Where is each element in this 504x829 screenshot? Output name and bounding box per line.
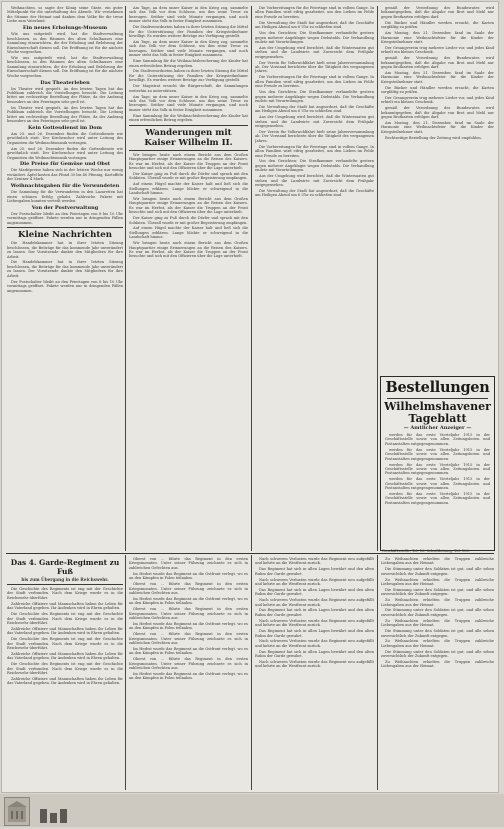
article-text: Die Stadtverordneten haben in ihrer letzten Sitzung die Mittel für die Unterstützung der Familien der Kriegsteilnehmer bewilligt. Es wurden weitere Beträge zur Verfügung gestellt.	[129, 69, 248, 83]
left-column	[7, 6, 123, 551]
article-text: Aus der Umgebung wird berichtet, daß die Wintersaaten gut stehen und die Landwirte mit Zuversicht dem Frühjahr entgegensehen.	[255, 45, 374, 59]
article-text: Der Kaiser ging zu Fuß durch die Dörfer und sprach mit den Soldaten. Überall wurde er mit großer Begeisterung empfangen.	[129, 216, 248, 225]
advert-body: werden für das erste Vierteljahr 1915 in der Geschäftsstelle sowie von allen Zeitungsboten und Postanstalten entgegengenommen.	[385, 433, 490, 446]
article-text: Wir bringen heute nach einem Bericht aus dem Großen Hauptquartier einige Erinnerungen an die Reisen des Kaisers. Es war im Herbst, als der Kaiser die Truppen an der Front besuchte und sich mit den Offizieren über die Lage unterhielt.	[129, 196, 248, 215]
advert-body: werden für das erste Vierteljahr 1915 in der Geschäftsstelle sowie von allen Zeitungsboten und Postanstalten entgegengenommen.	[385, 447, 490, 461]
section-divider	[6, 553, 494, 554]
article-text: Zahlreiche Offiziere und Mannschaften haben ihr Leben für das Vaterland gegeben. Ihr Andenken wird in Ehren gehalten.	[7, 601, 123, 611]
article-text: Die Handelskammer hat in ihrer letzten Sitzung beschlossen, die Beiträge für das kommende Jahr unverändert zu lassen. Der Vorsitzende dankte den Mitgliedern für ihre Arbeit.	[7, 241, 123, 259]
right-column	[255, 6, 374, 551]
article-text: Wir bringen heute nach einem Bericht aus dem Großen Hauptquartier einige Erinnerungen an die Reisen des Kaisers. Es war im Herbst, als der Kaiser die Truppen an der Front besuchte und sich mit den Offizieren über die Lage unterhielt.	[129, 241, 248, 259]
article-text: Die Stimmung unter den Soldaten ist gut, und alle sehen zuversichtlich der Zukunft entgegen.	[381, 629, 494, 638]
article-text: Die Bäcker und Händler werden ersucht, die Karten sorgfältig zu prüfen.	[381, 20, 494, 30]
article-text: Nach schweren Verlusten wurde das Regiment neu aufgefüllt und kehrte an die Westfront zurück.	[255, 577, 374, 587]
article-text: Am Tage, an dem unser Kaiser in den Krieg zog, sammelte sich das Volk vor dem Schlosse, um ihm seine Treue zu bezeugen. Seither sind viele Monate vergangen, und noch immer steht das Volk in fester Einigkeit zusammen.	[129, 94, 248, 112]
article-text: Der Postschalter bleibt an den Feiertagen von 8 bis 10 Uhr vormittags geöffnet. Pakete werden nur in dringenden Fällen angenommen.	[7, 279, 123, 293]
article-text: Im Herbst wurde das Regiment an die Ostfront verlegt, wo es an den Kämpfen in Polen teilnahm.	[129, 671, 248, 681]
article-text: Im Herbst wurde das Regiment an die Ostfront verlegt, wo es an den Kämpfen in Polen teilnahm.	[129, 596, 248, 606]
bottom-left-column	[7, 557, 123, 789]
article-text: Eine Sammlung für die Weihnachtsbescherung der Kinder hat einen erfreulichen Betrag ergeben.	[129, 59, 248, 68]
article-text: Die Sammlung für die Verwundeten in den Lazaretten hat einen schönen Erfolg gehabt. Zahlreiche Pakete mit Liebesgaben konnten verteilt werden.	[7, 190, 123, 204]
article-text: Zu Weihnachten erhielten die Truppen zahlreiche Liebesgaben aus der Heimat.	[381, 598, 494, 607]
advert-kicker: — Amtlicher Anzeiger —	[403, 425, 472, 431]
article-text: Am Tage, an dem unser Kaiser in den Krieg zog, sammelte sich das Volk vor dem Schlosse, um ihm seine Treue zu bezeugen. Seither sind viele Monate vergangen, und noch immer steht das Volk in fester Einigkeit zusammen.	[129, 6, 248, 24]
article-text: Das Regiment hat sich in allen Lagen bewährt und den alten Ruhm der Garde gewahrt.	[255, 608, 374, 617]
article-text: Im Theater wird gespielt. An den letzten Tagen hat das Publikum zahlreich die Vorstellungen besucht. Die Leitung bittet um rechtzeitige Bestellung der Plätze, da der Andrang besonders an den Feiertagen sehr groß ist.	[7, 86, 123, 104]
article-text: Zu Weihnachten erhielten die Truppen zahlreiche Liebesgaben aus der Heimat.	[381, 659, 494, 669]
article-text: Im Theater wird gespielt. An den letzten Tagen hat das Publikum zahlreich die Vorstellungen besucht. Die Leitung bittet um rechtzeitige Bestellung der Plätze, da der Andrang besonders an den Feiertagen sehr groß ist.	[7, 105, 123, 124]
article-text: Das Regiment hat sich in allen Lagen bewährt und den alten Ruhm der Garde gewahrt.	[255, 567, 374, 576]
rule	[7, 584, 123, 585]
rule	[7, 227, 123, 228]
article-text: Die Bäcker und Händler werden ersucht, die Karten sorgfältig zu prüfen.	[381, 85, 494, 95]
advert-body: werden für das erste Vierteljahr 1915 in der Geschäftsstelle sowie von allen Zeitungsboten und Postanstalten entgegengenommen.	[385, 492, 490, 505]
article-text: Von den Gerichten: Die Strafkammer verhandelte gestern gegen mehrere Angeklagte wegen Diebstahls. Die Verhandlung endete mit Verurteilungen.	[255, 159, 374, 173]
article-text: Zahlreiche Offiziere und Mannschaften haben ihr Leben für das Vaterland gegeben. Ihr Andenken wird in Ehren gehalten.	[7, 651, 123, 661]
article-text: Oberst von ... führte das Regiment in den ersten Kriegsmonaten. Unter seiner Führung zeichnete es sich in zahlreichen Gefechten aus.	[129, 657, 248, 671]
advert-body: werden für das erste Vierteljahr 1915 in der Geschäftsstelle sowie von allen Zeitungsboten und Postanstalten entgegengenommen.	[385, 477, 490, 491]
article-text: Die Vorbereitungen für die Feiertage sind in vollem Gange. In allen Familien wird eifrig gearbeitet, um den Lieben im Felde eine Freude zu bereiten.	[255, 144, 374, 158]
calibration-bar	[50, 813, 57, 823]
article-text: Die Geschichte des Regiments ist eng mit der Geschichte der Stadt verbunden. Nach dem Kriege wurde es in die Reichswehr überführt.	[7, 637, 123, 650]
library-logo	[4, 797, 30, 826]
column-divider	[377, 6, 378, 551]
article-text: Nach schweren Verlusten wurde das Regiment neu aufgefüllt und kehrte an die Westfront zurück.	[255, 557, 374, 566]
article-text: Die Verwaltung der Stadt hat angeordnet, daß die Geschäfte am Heiligen Abend um 6 Uhr zu schließen sind.	[255, 104, 374, 114]
column-divider	[125, 6, 126, 551]
article-text: Am 25. und 26. Dezember finden die Gottesdienste wie gewöhnlich statt. Der Kirchenchor wird unter Leitung des Organisten die Weihnachtsmusik vortragen.	[7, 131, 123, 145]
article-text: Oberst von ... führte das Regiment in den ersten Kriegsmonaten. Unter seiner Führung zeichnete es sich in zahlreichen Gefechten aus.	[129, 607, 248, 620]
rule	[129, 150, 248, 151]
article-text: Der Gesangverein trug mehrere Lieder vor, und jedes Kind erhielt ein kleines Geschenk.	[381, 95, 494, 105]
article-text: Zahlreiche Offiziere und Mannschaften haben ihr Leben für das Vaterland gegeben. Ihr Andenken wird in Ehren gehalten.	[7, 626, 123, 636]
article-text: Wie uns mitgeteilt wird, hat die Stadtverwaltung beschlossen, in den Räumen des alten Schulhauses eine Sammlung einzurichten, die der Erholung und Belehrung der Einwohnerschaft dienen soll. Die Eröffnung ist für die nächste Woche vorgesehen.	[7, 32, 123, 55]
article-text: Im Herbst wurde das Regiment an die Ostfront verlegt, wo es an den Kämpfen in Polen teilnahm.	[129, 621, 248, 631]
article-text: Von den Gerichten: Die Strafkammer verhandelte gestern gegen mehrere Angeklagte wegen Diebstahls. Die Verhandlung endete mit Verurteilungen.	[255, 90, 374, 103]
article-text: Eine Sammlung für die Weihnachtsbescherung der Kinder hat einen erfreulichen Betrag ergeben.	[129, 113, 248, 123]
subscription-advert	[380, 376, 495, 551]
advert-body: werden für das erste Vierteljahr 1915 in der Geschäftsstelle sowie von allen Zeitungsboten und Postanstalten entgegengenommen.	[385, 462, 490, 476]
bottom-col-2	[129, 557, 248, 789]
article-text: Zu Weihnachten erhielten die Truppen zahlreiche Liebesgaben aus der Heimat.	[381, 618, 494, 628]
article-text: Die Geschichte des Regiments ist eng mit der Geschichte der Stadt verbunden. Nach dem Kriege wurde es in die Reichswehr überführt.	[7, 612, 123, 625]
advert-body-wrap	[381, 431, 494, 550]
advert-subtitle: Wilhelmshavener Tageblatt	[384, 400, 491, 425]
article-text: Die Stimmung unter den Soldaten ist gut, und alle sehen zuversichtlich der Zukunft entgegen.	[381, 649, 494, 659]
calibration-bar	[40, 809, 47, 823]
calibration-bar	[60, 809, 67, 823]
article-text: Zahlreiche Offiziere und Mannschaften haben ihr Leben für das Vaterland gegeben. Ihr Andenken wird in Ehren gehalten.	[7, 676, 123, 686]
article-text: Auf einem Hügel machte der Kaiser halt und ließ sich die Stellungen erklären. Lange blickte er schweigend in die Landschaft hinaus.	[129, 226, 248, 240]
article-text: Die Verwaltung der Stadt hat angeordnet, daß die Geschäfte am Heiligen Abend um 6 Uhr zu schließen sind.	[255, 188, 374, 198]
article-text: Aus der Umgebung wird berichtet, daß die Wintersaaten gut stehen und die Landwirte mit Zuversicht dem Frühjahr entgegensehen.	[255, 174, 374, 187]
article-text: Die Vorbereitungen für die Feiertage sind in vollem Gange. In allen Familien wird eifrig gearbeitet, um den Lieben im Felde eine Freude zu bereiten.	[255, 6, 374, 19]
article-text: Die Stimmung unter den Soldaten ist gut, und alle sehen zuversichtlich der Zukunft entgegen.	[381, 608, 494, 617]
article-text: Der Verein für Volkswohlfahrt hielt seine Jahresversammlung ab. Der Vorstand berichtete über die Tätigkeit des vergangenen Jahres.	[255, 60, 374, 74]
article-text: Der Gesangverein trug mehrere Lieder vor, und jedes Kind erhielt ein kleines Geschenk.	[381, 45, 494, 55]
rule	[129, 125, 248, 126]
article-text: Die Handelskammer hat in ihrer letzten Sitzung beschlossen, die Beiträge für das kommende Jahr unverändert zu lassen. Der Vorsitzende dankte den Mitgliedern für ihre Arbeit.	[7, 260, 123, 278]
column-divider	[251, 6, 252, 551]
article-text: Oberst von ... führte das Regiment in den ersten Kriegsmonaten. Unter seiner Führung zeichnete es sich in zahlreichen Gefechten aus.	[129, 582, 248, 595]
far-right-column	[381, 6, 494, 374]
article-text: Die Marktpreise haben sich in der letzten Woche nur wenig verändert. Äpfel kosten das Pfund 30 bis 40 Pfennig, Kartoffeln der Zentner 4 Mark.	[7, 168, 123, 182]
article-text: Oberst von ... führte das Regiment in den ersten Kriegsmonaten. Unter seiner Führung zeichnete es sich in zahlreichen Gefechten aus.	[129, 632, 248, 646]
article-text: Die Geschichte des Regiments ist eng mit der Geschichte der Stadt verbunden. Nach dem Kriege wurde es in die Reichswehr überführt.	[7, 662, 123, 676]
article-text: Wir bringen heute nach einem Bericht aus dem Großen Hauptquartier einige Erinnerungen an die Reisen des Kaisers. Es war im Herbst, als der Kaiser die Truppen an der Front besuchte und sich mit den Offizieren über die Lage unterhielt.	[129, 152, 248, 170]
article-text: Im Herbst wurde das Regiment an die Ostfront verlegt, wo es an den Kämpfen in Polen teilnahm.	[129, 571, 248, 581]
column-divider	[251, 555, 252, 790]
article-text: Nach schweren Verlusten wurde das Regiment neu aufgefüllt und kehrte an die Westfront zurück.	[255, 659, 374, 669]
article-text: Am Montag, den 21. Dezember, fand im Saale der Harmonie eine Weihnachtsfeier für die Kinder der Kriegsteilnehmer statt.	[381, 31, 494, 44]
article-text: Am Montag, den 21. Dezember, fand im Saale der Harmonie eine Weihnachtsfeier für die Kinder der Kriegsteilnehmer statt.	[381, 120, 494, 134]
bottom-heading: Das 4. Garde-Regiment zu Fuß	[10, 558, 120, 576]
article-text: Die Stimmung unter den Soldaten ist gut, und alle sehen zuversichtlich der Zukunft entgegen.	[381, 587, 494, 597]
article-text: gemäß der Verordnung des Bundesrates wird bekanntgegeben, daß die Abgabe von Brot und Mehl nur gegen Brotkarten erfolgen darf.	[381, 56, 494, 69]
article-text: Die Verwaltung der Stadt hat angeordnet, daß die Geschäfte am Heiligen Abend um 6 Uhr zu schließen sind.	[255, 20, 374, 30]
article-heading: Von der Postverwaltung	[31, 204, 99, 211]
scan-calibration-strip	[0, 794, 504, 827]
article-text: Rechtzeitige Bestellung der Zeitung wird empfohlen.	[385, 135, 482, 140]
article-text: Zu Weihnachten erhielten die Truppen zahlreiche Liebesgaben aus der Heimat.	[381, 639, 494, 648]
article-text: gemäß der Verordnung des Bundesrates wird bekanntgegeben, daß die Abgabe von Brot und Mehl nur gegen Brotkarten erfolgen darf.	[381, 106, 494, 120]
article-text: Nach schweren Verlusten wurde das Regiment neu aufgefüllt und kehrte an die Westfront zurück.	[255, 618, 374, 628]
article-text: Zu Weihnachten erhielten die Truppen zahlreiche Liebesgaben aus der Heimat.	[381, 577, 494, 587]
article-text: Das Regiment hat sich in allen Lagen bewährt und den alten Ruhm der Garde gewahrt.	[255, 629, 374, 638]
article-text: Auf einem Hügel machte der Kaiser halt und ließ sich die Stellungen erklären. Lange blickte er schweigend in die Landschaft hinaus.	[129, 182, 248, 196]
article-text: Am Tage, an dem unser Kaiser in den Krieg zog, sammelte sich das Volk vor dem Schlosse, um ihm seine Treue zu bezeugen. Seither sind viele Monate vergangen, und noch immer steht das Volk in fester Einigkeit zusammen.	[129, 39, 248, 58]
article-heading: Weihnachtsgaben für die Verwundeten	[10, 183, 120, 190]
feature-heading: Wanderungen mit Kaiser Wilhelm II.	[144, 127, 233, 148]
advert-footer: Geschäftsstelle: Tel. 16. Schriftleitung: Tel. 130.	[382, 549, 470, 553]
article-text: Am Montag, den 21. Dezember, fand im Saale der Harmonie eine Weihnachtsfeier für die Kinder der Kriegsteilnehmer statt.	[381, 70, 494, 84]
bottom-subheading: bis zum Übergang in die Reichswehr.	[21, 577, 109, 582]
article-text: Das Regiment hat sich in allen Lagen bewährt und den alten Ruhm der Garde gewahrt.	[255, 649, 374, 659]
article-text: Weihnachten, so sagte der König seine Gäste, ein guter Mittelpunkt für die unterhaltung des Abends. Wir vernehmen die Stimme der Heimat und danken dem Volke für die treue Liebe zum Vaterland.	[7, 6, 123, 24]
advert-title: Bestellungen	[385, 379, 490, 396]
article-heading: Ein neues Erholungs-Museum	[22, 25, 108, 32]
article-text: Im Herbst wurde das Regiment an die Ostfront verlegt, wo es an den Kämpfen in Polen teilnahm.	[129, 646, 248, 656]
newspaper-page	[2, 2, 498, 792]
middle-column	[129, 6, 248, 551]
article-text: Aus der Umgebung wird berichtet, daß die Wintersaaten gut stehen und die Landwirte mit Zuversicht dem Frühjahr entgegensehen.	[255, 115, 374, 128]
article-text: Der Kaiser ging zu Fuß durch die Dörfer und sprach mit den Soldaten. Überall wurde er mit großer Begeisterung empfangen.	[129, 171, 248, 181]
article-text: gemäß der Verordnung des Bundesrates wird bekanntgegeben, daß die Abgabe von Brot und Mehl nur gegen Brotkarten erfolgen darf.	[381, 6, 494, 19]
article-text: Die Geschichte des Regiments ist eng mit der Geschichte der Stadt verbunden. Nach dem Kriege wurde es in die Reichswehr überführt.	[7, 587, 123, 600]
article-text: Nach schweren Verlusten wurde das Regiment neu aufgefüllt und kehrte an die Westfront zurück.	[255, 639, 374, 648]
article-text: Der Postschalter bleibt an den Feiertagen von 8 bis 10 Uhr vormittags geöffnet. Pakete werden nur in dringenden Fällen angenommen.	[7, 211, 123, 225]
bottom-col-4	[381, 557, 494, 789]
article-text: Wie uns mitgeteilt wird, hat die Stadtverwaltung beschlossen, in den Räumen des alten Schulhauses eine Sammlung einzurichten, die der Erholung und Belehrung der Einwohnerschaft dienen soll. Die Eröffnung ist für die nächste Woche vorgesehen.	[7, 55, 123, 78]
article-text: Die Vorbereitungen für die Feiertage sind in vollem Gange. In allen Familien wird eifrig gearbeitet, um den Lieben im Felde eine Freude zu bereiten.	[255, 75, 374, 89]
bottom-col-3	[255, 557, 374, 789]
article-heading: Die Preise für Gemüse und Obst	[19, 161, 111, 168]
article-text: Von den Gerichten: Die Strafkammer verhandelte gestern gegen mehrere Angeklagte wegen Diebstahls. Die Verhandlung endete mit Verurteilungen.	[255, 31, 374, 44]
column-divider	[125, 555, 126, 790]
building-icon	[5, 798, 29, 825]
article-text: Das Regiment hat sich in allen Lagen bewährt und den alten Ruhm der Garde gewahrt.	[255, 587, 374, 597]
article-text: Zu Weihnachten erhielten die Truppen zahlreiche Liebesgaben aus der Heimat.	[381, 557, 494, 566]
article-text: Der Verein für Volkswohlfahrt hielt seine Jahresversammlung ab. Der Vorstand berichtete über die Tätigkeit des vergangenen Jahres.	[255, 129, 374, 143]
article-text: Oberst von ... führte das Regiment in den ersten Kriegsmonaten. Unter seiner Führung zeichnete es sich in zahlreichen Gefechten aus.	[129, 557, 248, 570]
article-heading: Das Theaterleben	[40, 79, 90, 86]
article-text: Die Stadtverordneten haben in ihrer letzten Sitzung die Mittel für die Unterstützung der Familien der Kriegsteilnehmer bewilligt. Es wurden weitere Beträge zur Verfügung gestellt.	[129, 25, 248, 39]
article-text: Am 25. und 26. Dezember finden die Gottesdienste wie gewöhnlich statt. Der Kirchenchor wird unter Leitung des Organisten die Weihnachtsmusik vortragen.	[7, 146, 123, 160]
article-text: Der Magistrat ersucht die Bürgerschaft, die Sammlungen weiterhin zu unterstützen.	[129, 84, 248, 93]
rule	[387, 398, 488, 399]
section-heading: Kleine Nachrichten	[17, 230, 113, 241]
article-text: Die Stimmung unter den Soldaten ist gut, und alle sehen zuversichtlich der Zukunft entgegen.	[381, 567, 494, 576]
column-divider	[377, 555, 378, 790]
article-text: Nach schweren Verlusten wurde das Regiment neu aufgefüllt und kehrte an die Westfront zurück.	[255, 598, 374, 607]
article-heading: Kein Gottesdienst im Dom	[28, 124, 102, 131]
